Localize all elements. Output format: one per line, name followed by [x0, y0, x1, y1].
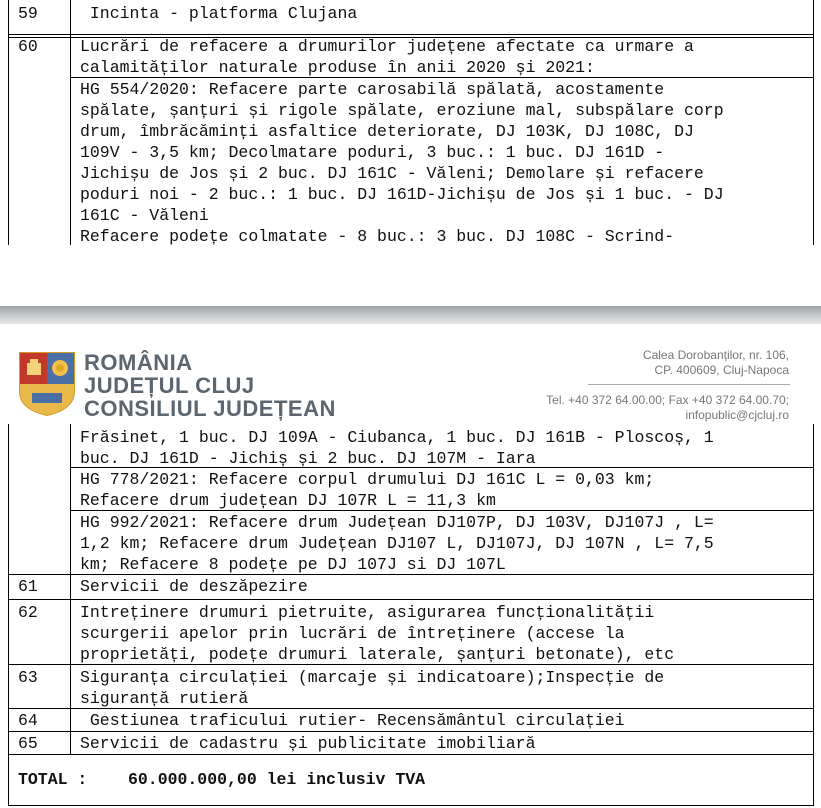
text-line: Frăsinet, 1 buc. DJ 109A - Ciubanca, 1 buc. DJ 161B - Ploscoș, 1	[80, 428, 714, 447]
text-line: poduri noi - 2 buc.: 1 buc. DJ 161D-Jichișu de Jos și 1 buc. - DJ	[80, 185, 724, 204]
row-text-line: Gestiunea traficului rutier- Recensământul circulației	[80, 711, 625, 730]
row-number: 63	[18, 668, 38, 687]
row-number: 62	[18, 603, 38, 622]
row-number: 61	[18, 577, 38, 596]
row-text	[80, 602, 674, 665]
contact-divider	[588, 384, 790, 385]
table-border-bottom	[8, 805, 814, 806]
text-line: drum, îmbrăcăminți asfaltice deteriorate, DJ 103K, DJ 108C, DJ	[80, 122, 694, 141]
text-line: buc. DJ 161D - Jichiș și 2 buc. DJ 107M - Iara	[80, 449, 536, 468]
text-line: siguranță rutieră	[80, 689, 249, 708]
row-divider	[8, 599, 814, 600]
text-line: spălate, șanțuri și rigole spălate, eroziune mal, subspălare corp	[80, 101, 724, 120]
table-border-left	[8, 424, 9, 806]
text-line: scurgerii apelor prin lucrări de întreținere (accese la	[80, 624, 625, 643]
text-line: km; Refacere 8 podețe pe DJ 107J si DJ 107L	[80, 555, 506, 574]
row-text-line: Servicii de cadastru și publicitate imobiliară	[80, 734, 536, 753]
row-number: 64	[18, 711, 38, 730]
row-divider	[8, 754, 814, 755]
brand-line-1: ROMÂNIA	[84, 350, 193, 375]
brand-line-2: JUDEȚUL CLUJ	[84, 373, 255, 398]
text-line: HG 554/2020: Refacere parte carosabilă spălată, acostamente	[80, 80, 665, 99]
text-line: 1,2 km; Refacere drum Județean DJ107 L, DJ107J, DJ 107N , L= 7,5	[80, 534, 714, 553]
hg778-block	[80, 469, 654, 511]
row-text	[80, 667, 664, 709]
text-line: Jichișu de Jos și 2 buc. DJ 161C - Văleni; Demolare și refacere	[80, 164, 704, 183]
text-line: HG 778/2021: Refacere corpul drumului DJ 161C L = 0,03 km;	[80, 470, 655, 489]
row-number: 59	[18, 4, 38, 23]
email-line: infopublic@cjcluj.ro	[685, 408, 789, 422]
brand-line-3: CONSILIUL JUDEȚEAN	[84, 396, 336, 421]
text-line: HG 992/2021: Refacere drum Județean DJ107P, DJ 103V, DJ107J , L=	[80, 513, 714, 532]
text-line: proprietăți, podețe drumuri laterale, șanțuri betonate), etc	[80, 645, 675, 664]
hg554-block	[80, 79, 724, 247]
hg992-block	[80, 512, 714, 575]
row-number: 60	[18, 37, 38, 56]
phone-line: Tel. +40 372 64.00.00; Fax +40 372 64.00.70;	[546, 393, 789, 407]
total-value: 60.000.000,00 lei inclusiv TVA	[128, 770, 426, 789]
page-separator	[0, 306, 821, 324]
row-text: Incinta - platforma Clujana	[80, 4, 358, 23]
text-line: Refacere podețe colmatate - 8 buc.: 3 buc. DJ 108C - Scrind-	[80, 227, 675, 246]
row-divider	[8, 731, 814, 732]
text-line: Siguranța circulației (marcaje și indicatoare);Inspecție de	[80, 668, 665, 687]
text-line: Refacere drum județean DJ 107R L = 11,3 km	[80, 491, 496, 510]
text-line: 109V - 3,5 km; Decolmatare poduri, 3 buc.: 1 buc. DJ 161D -	[80, 143, 665, 162]
row-divider	[8, 34, 814, 35]
row-text-line: calamităților naturale produse în anii 2020 și 2021:	[80, 58, 595, 77]
total-label: TOTAL :	[18, 770, 88, 789]
row-text-line: Servicii de deszăpezire	[80, 577, 308, 596]
row-number: 65	[18, 734, 38, 753]
text-line: Intreținere drumuri pietruite, asigurarea funcționalității	[80, 603, 655, 622]
continuation-block	[80, 427, 714, 469]
row-text-line: Lucrări de refacere a drumurilor județene afectate ca urmare a	[80, 37, 694, 56]
address-line-2: CP. 400609, Cluj-Napoca	[654, 363, 789, 377]
address-line-1: Calea Dorobanților, nr. 106,	[642, 348, 789, 362]
table-border-right	[813, 424, 814, 806]
table-border-col	[70, 424, 71, 754]
text-line: 161C - Văleni	[80, 206, 209, 225]
county-crest-icon	[18, 351, 76, 417]
